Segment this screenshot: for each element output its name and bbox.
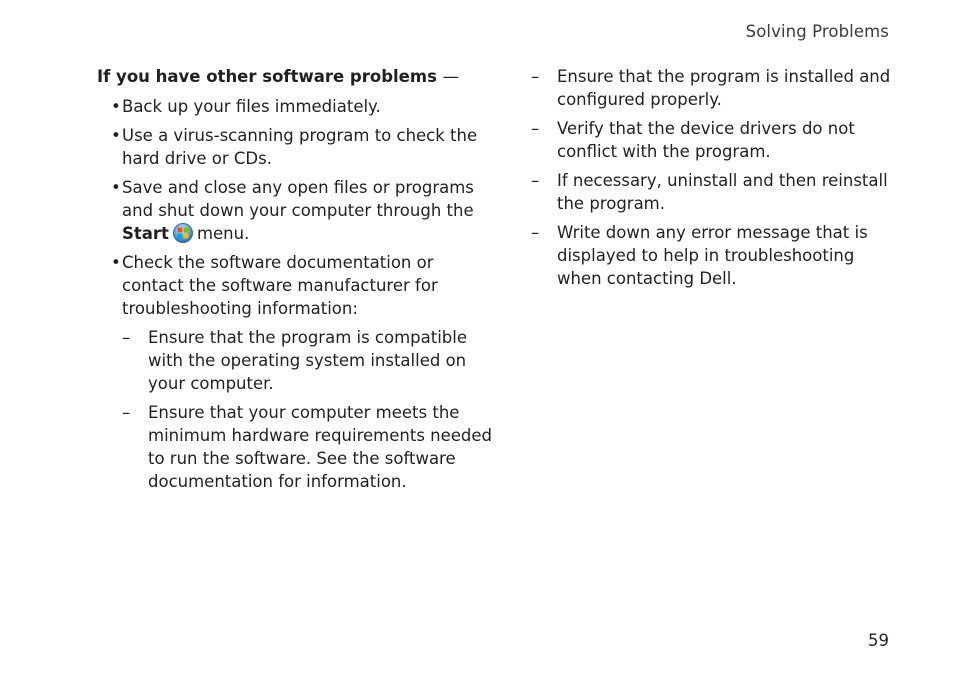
dash-mark: – — [531, 119, 540, 138]
bullet-mark: • — [111, 97, 121, 116]
dash-mark: – — [122, 328, 131, 347]
list-item-text: Ensure that the program is installed and configured properly. — [557, 67, 891, 109]
bullet-mark: • — [111, 253, 121, 272]
heading-text: If you have other software problems — [97, 67, 437, 86]
right-column — [531, 65, 901, 296]
dash-mark: – — [531, 223, 540, 242]
left-column — [97, 65, 497, 499]
list-item — [531, 221, 901, 290]
list-item — [531, 117, 901, 163]
list-item-text: Back up your files immediately. — [122, 97, 381, 116]
sub-list-item — [122, 326, 497, 395]
bullet-mark: • — [111, 126, 121, 145]
start-label: Start — [122, 224, 169, 243]
dash-mark: – — [122, 403, 131, 422]
menu-text: menu. — [196, 224, 250, 243]
list-item-text: Verify that the device drivers do not conflict with the program. — [557, 119, 855, 161]
heading-dash: — — [442, 67, 460, 86]
section-heading — [97, 65, 497, 88]
list-item — [97, 176, 497, 245]
bullet-list — [97, 95, 497, 493]
list-item-text: Save and close any open files or programs and shut down your computer through the — [122, 178, 474, 220]
sub-list — [122, 326, 497, 493]
list-item-text: Use a virus-scanning program to check the hard drive or CDs. — [122, 126, 478, 168]
list-item — [531, 65, 901, 111]
dash-mark: – — [531, 67, 540, 86]
list-item-text: Write down any error message that is displayed to help in troubleshooting when contacting Dell. — [557, 223, 868, 288]
sub-list-item — [122, 401, 497, 493]
windows-start-orb-icon — [173, 223, 193, 243]
running-header: Solving Problems — [745, 22, 889, 41]
dash-mark: – — [531, 171, 540, 190]
page-number: 59 — [868, 631, 889, 650]
list-item-text: Check the software documentation or contact the software manufacturer for troubleshooting information: — [122, 253, 438, 318]
list-item-text: If necessary, uninstall and then reinstall the program. — [557, 171, 888, 213]
list-item — [97, 95, 497, 118]
list-item — [531, 169, 901, 215]
sub-list-item-text: Ensure that the program is compatible with the operating system installed on your computer. — [148, 328, 468, 393]
list-item — [97, 251, 497, 493]
bullet-mark: • — [111, 178, 121, 197]
right-dash-list — [531, 65, 901, 290]
list-item — [97, 124, 497, 170]
sub-list-item-text: Ensure that your computer meets the minimum hardware requirements needed to run the software. See the software documentation for information. — [148, 403, 493, 491]
